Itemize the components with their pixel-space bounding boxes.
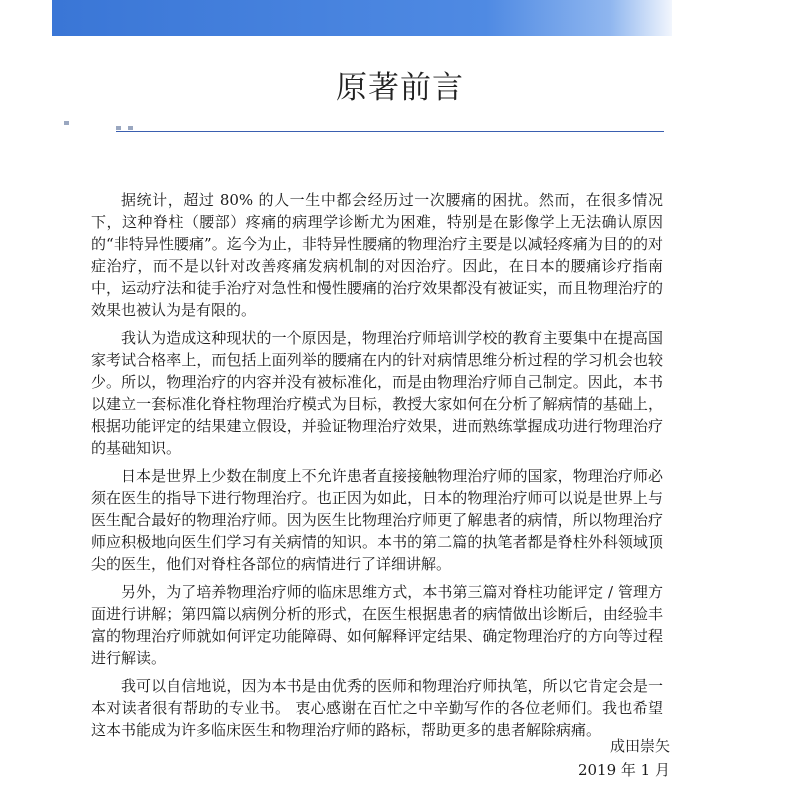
preface-body bbox=[91, 189, 663, 747]
top-color-band bbox=[52, 0, 672, 36]
scan-mark bbox=[128, 126, 133, 130]
paragraph-2: 我认为造成这种现状的一个原因是，物理治疗师培训学校的教育主要集中在提高国家考试合格率上，而包括上面列举的腰痛在内的针对病情思维分析过程的学习机会也较少。所以，物理治疗的内容并没有被标准化，而是由物理治疗师自己制定。因此，本书以建立一套标准化脊柱物理治疗模式为目标，教授大家如何在分析了解病情的基础上，根据功能评定的结果建立假设，并验证物理治疗效果，进而熟练掌握成功进行物理治疗的基础知识。 bbox=[91, 329, 663, 457]
signature-date: 2019 年 1 月 bbox=[577, 761, 670, 779]
paragraph-5: 我可以自信地说，因为本书是由优秀的医师和物理治疗师执笔，所以它肯定会是一本对读者很有帮助的专业书。 衷心感谢在百忙之中辛勤写作的各位老师们。我也希望这本书能成为许多临床医生和物理治疗师的路标，帮助更多的患者解除病痛。 bbox=[91, 677, 663, 739]
title-underline bbox=[116, 131, 664, 132]
author-name: 成田崇矢 bbox=[609, 737, 670, 755]
scan-mark bbox=[64, 121, 69, 125]
paragraph-3: 日本是世界上少数在制度上不允许患者直接接触物理治疗师的国家，物理治疗师必须在医生的指导下进行物理治疗。也正因为如此，日本的物理治疗师可以说是世界上与医生配合最好的物理治疗师。因为医生比物理治疗师更了解患者的病情，所以物理治疗师应积极地向医生们学习有关病情的知识。本书的第二篇的执笔者都是脊柱外科领域顶尖的医生，他们对脊柱各部位的病情进行了详细讲解。 bbox=[91, 467, 663, 573]
scan-mark bbox=[116, 126, 121, 130]
page-title: 原著前言 bbox=[336, 70, 464, 106]
paragraph-1: 据统计，超过 80% 的人一生中都会经历过一次腰痛的困扰。然而，在很多情况下，这种脊柱（腰部）疼痛的病理学诊断尤为困难，特别是在影像学上无法确认原因的“非特异性腰痛”。迄今为止，非特异性腰痛的物理治疗主要是以减轻疼痛为目的的对症治疗，而不是以针对改善疼痛发病机制的对因治疗。因此，在日本的腰痛诊疗指南中，运动疗法和徒手治疗对急性和慢性腰痛的治疗效果都没有被证实，而且物理治疗的效果也被认为是有限的。 bbox=[91, 191, 663, 319]
signature-block bbox=[578, 734, 670, 782]
paragraph-4: 另外，为了培养物理治疗师的临床思维方式，本书第三篇对脊柱功能评定 / 管理方面进行讲解；第四篇以病例分析的形式，在医生根据患者的病情做出诊断后，由经验丰富的物理治疗师就如何评定功能障碍、如何解释评定结果、确定物理治疗的方向等过程进行解读。 bbox=[91, 583, 663, 667]
